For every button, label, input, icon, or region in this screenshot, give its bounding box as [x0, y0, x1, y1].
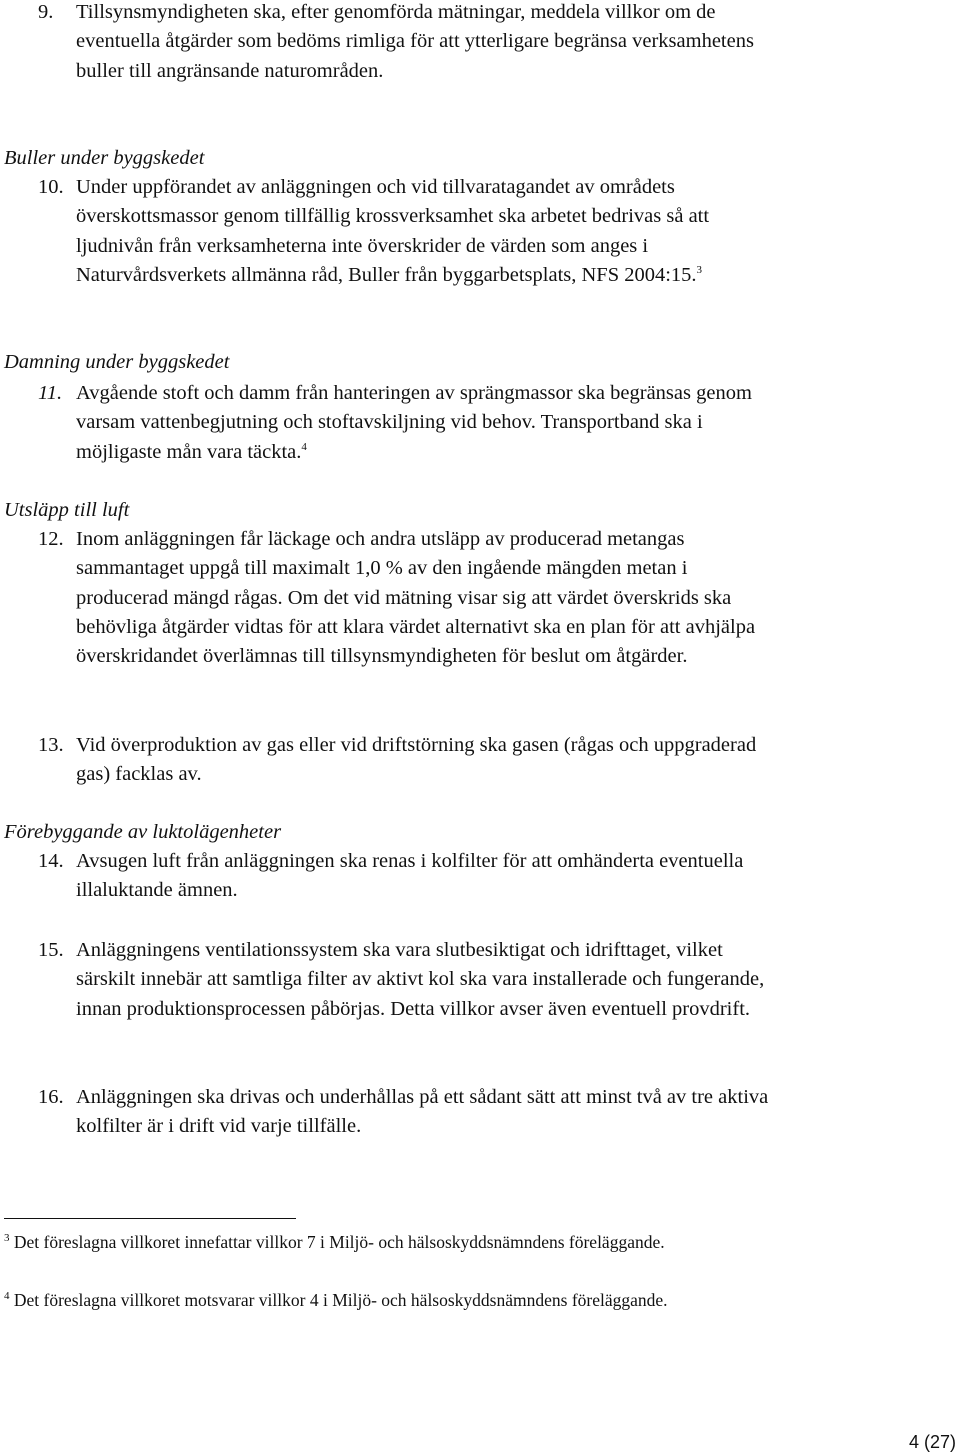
item-text: Avsugen luft från anläggningen ska renas i kolfilter för att omhänderta eventuella illaluktande ämnen. [76, 850, 744, 902]
item-number: 16. [38, 1086, 64, 1108]
item-text: Anläggningens ventilationssystem ska vara slutbesiktigat och idrifttaget, vilket särskilt innebär att samtliga filter av aktivt kol ska vara installerade och fungerande, innan produktionsprocessen påbörjas. Detta villkor avser även eventuell provdrift. [76, 939, 765, 1020]
footnote-mark: 3 [4, 1232, 10, 1245]
item-text: Vid överproduktion av gas eller vid driftstörning ska gasen (rågas och uppgraderad gas) facklas av. [76, 734, 757, 786]
item-text: Avgående stoft och damm från hanteringen av sprängmassor ska begränsas genom varsam vattenbegjutning och stoftavskiljning vid behov. Transportband ska i möjligaste mån vara täckta. [76, 382, 752, 463]
item-number: 10. [38, 176, 64, 198]
item-text: Anläggningen ska drivas och underhållas på ett sådant sätt att minst två av tre aktiva kolfilter är i drift vid varje tillfälle. [76, 1086, 769, 1138]
footnote-mark: 4 [4, 1290, 10, 1303]
item-number: 15. [38, 939, 64, 961]
footnote-text: Det föreslagna villkoret motsvarar villkor 4 i Miljö- och hälsoskyddsnämndens föreläggande. [13, 1290, 668, 1310]
section-heading-buller: Buller under byggskedet [4, 147, 205, 169]
section-heading-lukt: Förebyggande av luktolägenheter [4, 821, 282, 843]
item-number: 14. [38, 850, 64, 872]
footnote-text: Det föreslagna villkoret innefattar villkor 7 i Miljö- och hälsoskyddsnämndens föreläggande. [13, 1232, 665, 1252]
footnote-separator [4, 1218, 296, 1219]
item-number: 9. [38, 1, 54, 23]
item-text: Under uppförandet av anläggningen och vid tillvaratagandet av områdets överskottsmassor genom tillfällig krossverksamhet ska arbetet bedrivas så att ljudnivån från verksamheterna inte överskrider de värden som anges i Naturvårdsverkets allmänna råd, Buller från byggarbetsplats, NFS 2004:15. [76, 176, 710, 286]
item-number: 13. [38, 734, 64, 756]
item-text: Inom anläggningen får läckage och andra utsläpp av producerad metangas sammantaget uppgå till maximalt 1,0 % av den ingående mängden metan i producerad mängd rågas. Om det vid mätning visar sig att värdet överskrids ska behövliga åtgärder vidtas för att klara värdet alternativt ska en plan för att avhjälpa överskridandet överlämnas till tillsynsmyndigheten för beslut om åtgärder. [76, 528, 756, 668]
footnote-ref-3[interactable]: 3 [696, 264, 703, 277]
item-text-wrapper [76, 173, 776, 290]
item-number: 12. [38, 528, 64, 550]
item-number: 11. [38, 382, 63, 404]
section-heading-damning: Damning under byggskedet [4, 351, 230, 373]
item-text: Tillsynsmyndigheten ska, efter genomförda mätningar, meddela villkor om de eventuella åtgärder som bedöms rimliga för att ytterligare begränsa verksamhetens buller till angränsande naturområden. [76, 1, 754, 82]
item-text-wrapper [76, 379, 776, 467]
footnote-4 [4, 1289, 704, 1312]
footnote-ref-4[interactable]: 4 [301, 440, 307, 453]
page-number: 4 (27) [908, 1432, 956, 1452]
section-heading-utslapp: Utsläpp till luft [4, 499, 130, 521]
footnote-3 [4, 1231, 704, 1254]
